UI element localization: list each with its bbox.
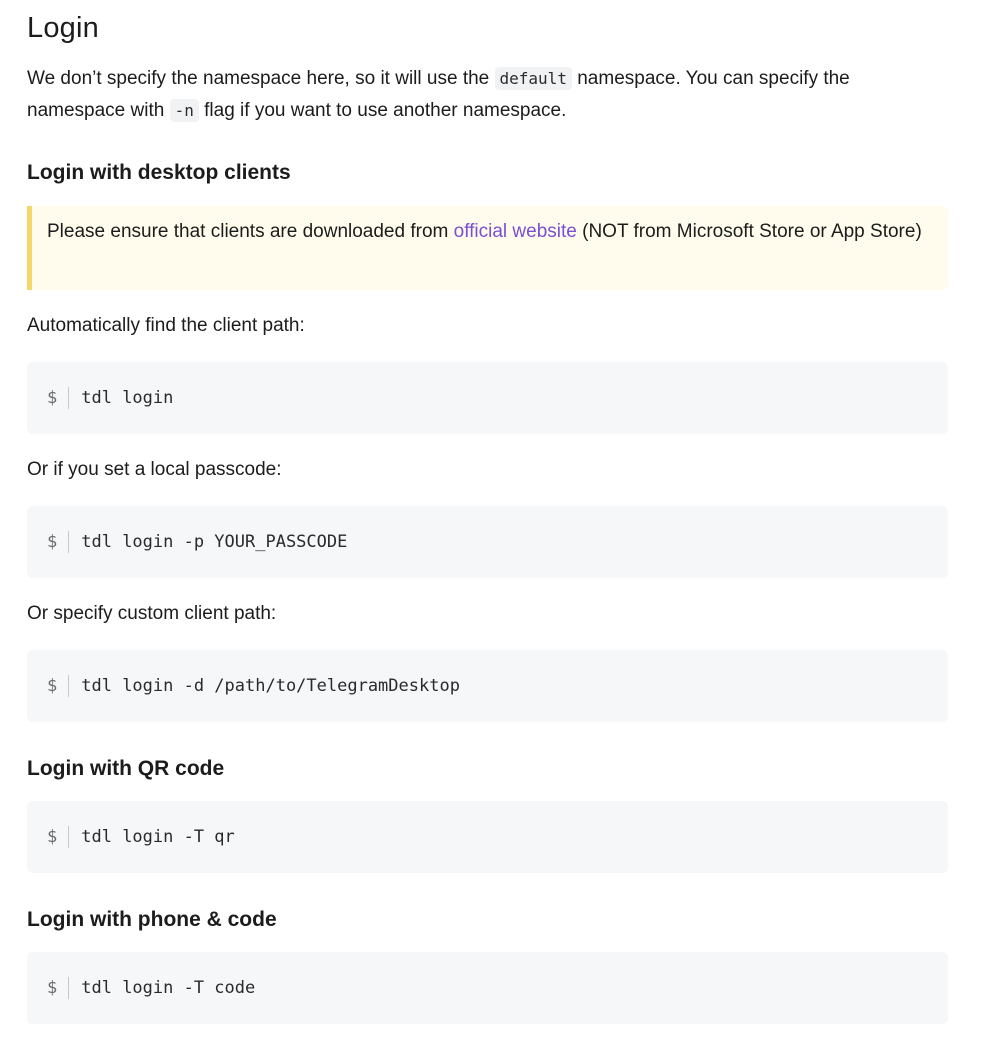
custom-path-text: Or specify custom client path:: [27, 603, 277, 624]
code-block-auto[interactable]: [27, 362, 948, 434]
intro-text-3: flag if you want to use another namespace.: [198, 100, 567, 121]
callout-text-after: (NOT from Microsoft Store or App Store): [576, 221, 922, 242]
callout-text: [47, 216, 932, 248]
code-block-qr[interactable]: [27, 801, 948, 873]
warning-callout: [27, 206, 948, 290]
command-text[interactable]: tdl login -T code: [81, 978, 256, 998]
official-website-link[interactable]: official website: [453, 221, 577, 242]
intro-paragraph: [27, 63, 948, 127]
command-text[interactable]: tdl login -T qr: [81, 827, 235, 847]
prompt-symbol: $: [47, 387, 69, 409]
intro-text-1: We don’t specify the namespace here, so it will use the: [27, 68, 495, 89]
desktop-heading: Login with desktop clients: [27, 161, 291, 184]
default-inline-code: default: [495, 67, 572, 90]
page-title: Login: [27, 12, 99, 44]
prompt-symbol: $: [47, 977, 69, 999]
code-block-path[interactable]: [27, 650, 948, 722]
command-text[interactable]: tdl login: [81, 388, 174, 408]
command-text[interactable]: tdl login -p YOUR_PASSCODE: [81, 532, 348, 552]
auto-find-text: Automatically find the client path:: [27, 315, 305, 336]
prompt-symbol: $: [47, 826, 69, 848]
code-block-phone[interactable]: [27, 952, 948, 1024]
qr-heading: Login with QR code: [27, 757, 225, 780]
phone-heading: Login with phone & code: [27, 908, 277, 931]
command-text[interactable]: tdl login -d /path/to/TelegramDesktop: [81, 676, 460, 696]
code-block-passcode[interactable]: [27, 506, 948, 578]
intro-text-2: namespace. You can specify the namespace with: [27, 68, 850, 121]
callout-text-before: Please ensure that clients are downloaded from: [47, 221, 454, 242]
prompt-symbol: $: [47, 675, 69, 697]
n-flag-inline-code: -n: [170, 99, 199, 122]
prompt-symbol: $: [47, 531, 69, 553]
passcode-text: Or if you set a local passcode:: [27, 459, 282, 480]
